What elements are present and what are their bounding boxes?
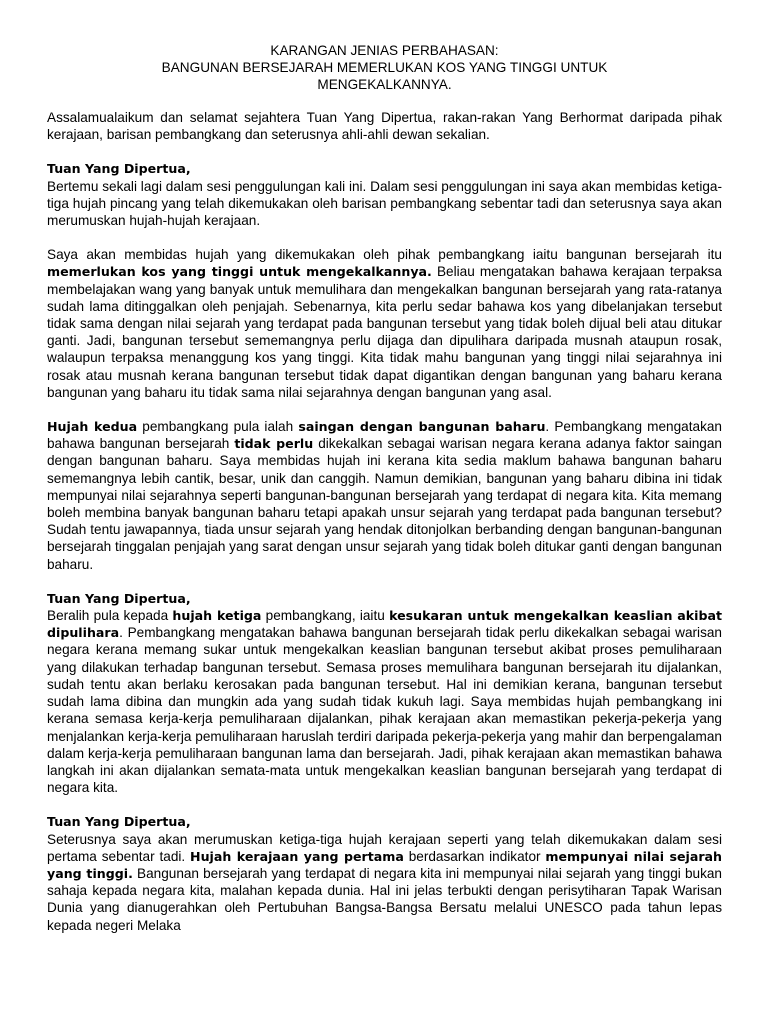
text-run: Beliau mengatakan bahawa kerajaan terpaksa membelajakan wang yang banyak untuk memulihara dan mengekalkan bangunan bersejarah yang rata-ratanya sudah lama ditinggalkan oleh penjajah. Sebenarnya, kita perlu sedar bahawa kos yang dibelanjakan tersebut tidak sama dengan nilai sejarah yang terdapat pada bangunan tersebut yang tidak boleh dijual beli atau ditukar ganti. Jadi, bangunan tersebut sememangnya perlu dijaga dan dipulihara daripada musnah ataupun rosak, walaupun terpaksa menanggung kos yang tinggi. Kita tidak mahu bangunan yang tinggi nilai sejarahnya ini rosak atau musnah kerana bangunan tersebut tidak dapat digantikan dengan bangunan yang baharu kerana bangunan yang baharu itu tidak sama nilai sejarahnya dengan bangunan yang asal. [47, 264, 722, 400]
text-run: pembangkang, iaitu [261, 608, 390, 624]
section-heading: Tuan Yang Dipertua, [47, 590, 191, 606]
title-line-3: MENGEKALKANNYA. [317, 77, 452, 92]
bold-phrase: kesukaran untuk mengekalkan keaslian akibat dipulihara [47, 608, 723, 641]
text-run: Beralih pula kepada [47, 608, 173, 624]
document-title [47, 42, 722, 93]
text-run: Bangunan bersejarah yang terdapat di negara kita ini mempunyai nilai sejarah yang tinggi bukan sahaja kepada negara kita, malahan kepada dunia. Hal ini jelas terbukti dengan perisytiharan Tapak Warisan Dunia yang dianugerahkan oleh Pertubuhan Bangsa-Bangsa Bersatu melalui UNESCO pada tahun lepas kepada negeri Melaka [47, 865, 722, 933]
body-paragraph [47, 590, 722, 796]
body-paragraph [47, 160, 722, 229]
bold-phrase: hujah ketiga [172, 608, 262, 624]
bold-phrase: memerlukan kos yang tinggi untuk mengekalkannya. [47, 264, 432, 280]
body-sections [47, 160, 722, 933]
text-run: dikekalkan sebagai warisan negara kerana adanya faktor saingan dengan bangunan baharu. Saya membidas hujah ini kerana kita sedia maklum bahawa bangunan baharu sememangnya lebih cantik, besar, unik dan canggih. Namun demikian, bangunan yang baharu dibina ini tidak mempunyai nilai sejarahnya seperti bangunan-bangunan bersejarah yang terdapat di negara kita. Kita memang boleh membina banyak bangunan baharu tetapi apakah unsur sejarah yang terdapat pada bangunan tersebut? Sudah tentu jawapannya, tiada unsur sejarah yang hendak ditonjolkan berbanding dengan bangunan-bangunan bersejarah tinggalan penjajah yang sarat dengan unsur sejarah yang tidak boleh ditukar ganti dengan bangunan baharu. [47, 436, 722, 572]
text-run: Seterusnya saya akan merumuskan ketiga-tiga hujah kerajaan seperti yang telah dikemukakan dalam sesi pertama sebentar tadi. [47, 831, 722, 864]
intro-paragraph: Assalamualaikum dan selamat sejahtera Tuan Yang Dipertua, rakan-rakan Yang Berhormat daripada pihak kerajaan, barisan pembangkang dan seterusnya ahli-ahli dewan sekalian. [47, 110, 722, 143]
title-line-1: KARANGAN JENIAS PERBAHASAN: [270, 43, 499, 58]
body-paragraph [47, 418, 722, 573]
text-run: . Pembangkang mengatakan bahawa bangunan bersejarah tidak perlu dikekalkan sebagai warisan negara kerana memang sukar untuk mengekalkan keaslian bangunan tersebut akibat proses pemuliharaan yang dilakukan terhadap bangunan tersebut. Semasa proses memulihara bangunan bersejarah itu dijalankan, sudah tentu akan berlaku kerosakan pada bangunan tersebut. Hal ini demikian kerana, bangunan tersebut sudah lama dibina dan mungkin ada yang sudah tidak kukuh lagi. Saya membidas hujah pembangkang ini kerana semasa kerja-kerja pemuliharaan dijalankan, pihak kerajaan akan memastikan pekerja-pekerja yang menjalankan kerja-kerja pemuliharaan haruslah terdiri daripada pekerja-pekerja yang mahir dan berpengalaman dalam kerja-kerja pemuliharaan bangunan lama dan bersejarah. Jadi, pihak kerajaan akan memastikan bahawa langkah ini akan dijalankan semata-mata untuk mengekalkan keaslian bangunan bersejarah yang terdapat di negara kita. [47, 625, 722, 796]
text-run: . Pembangkang mengatakan bahawa bangunan bersejarah [47, 419, 722, 452]
bold-phrase: mempunyai nilai sejarah yang tinggi. [47, 848, 723, 881]
document-page [47, 42, 722, 951]
bold-phrase: Hujah kedua [47, 419, 138, 435]
section-heading: Tuan Yang Dipertua, [47, 814, 191, 830]
text-run: berdasarkan indikator [403, 848, 546, 864]
bold-phrase: tidak perlu [234, 436, 314, 452]
body-paragraph [47, 813, 722, 933]
section-heading: Tuan Yang Dipertua, [47, 161, 191, 177]
text-run: Bertemu sekali lagi dalam sesi penggulungan kali ini. Dalam sesi penggulungan ini saya akan membidas ketiga-tiga hujah pincang yang telah dikemukakan oleh barisan pembangkang sebentar tadi dan seterusnya saya akan merumuskan hujah-hujah kerajaan. [47, 178, 722, 229]
text-run: Saya akan membidas hujah yang dikemukakan oleh pihak pembangkang iaitu bangunan bersejarah itu [47, 247, 722, 263]
bold-phrase: Hujah kerajaan yang pertama [190, 848, 404, 864]
body-paragraph [47, 246, 722, 401]
title-line-2: BANGUNAN BERSEJARAH MEMERLUKAN KOS YANG TINGGI UNTUK [161, 60, 608, 75]
bold-phrase: saingan dengan bangunan baharu [298, 419, 546, 435]
text-run: pembangkang pula ialah [137, 419, 299, 435]
